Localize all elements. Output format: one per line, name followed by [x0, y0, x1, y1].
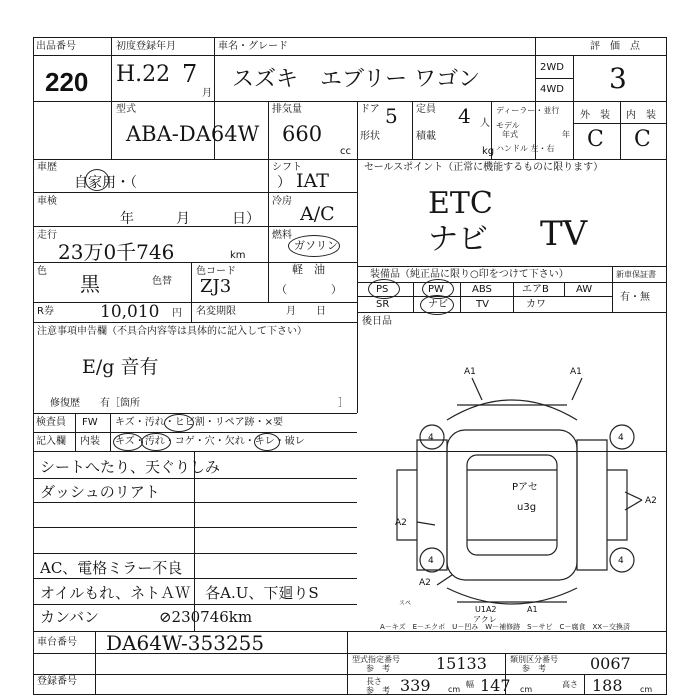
load-label: 積載: [416, 131, 436, 142]
length-unit: cm: [448, 685, 461, 694]
shape-label: 形状: [360, 131, 380, 142]
shift-value: IAT: [296, 170, 329, 192]
damage-a1-left: A1: [464, 367, 476, 377]
length-label: 長さ: [366, 677, 382, 686]
score-value: 3: [609, 62, 627, 95]
inspection-value: 年 月 日）: [120, 211, 260, 227]
color-value: 黒: [80, 272, 100, 296]
person-unit: 人: [480, 118, 490, 129]
interior-grade: C: [634, 127, 651, 152]
width-label: 幅: [466, 680, 474, 689]
first-registration-label: 初度登録年月: [116, 41, 176, 52]
legend-top: キズ・汚れ・ヒビ割・リペア跡・×要: [115, 417, 283, 428]
notes-value: E/g 音有: [82, 356, 159, 378]
equipment-navi: ナビ: [428, 299, 448, 310]
color-code-value: ZJ3: [200, 276, 232, 297]
tire-rear-right: 4: [618, 556, 624, 566]
repair-close: ］: [338, 398, 348, 409]
inspection-label: 車検: [37, 196, 57, 207]
warranty-value: 有・無: [620, 292, 650, 303]
memo-line-5: AC、電格ミラー不良: [40, 559, 183, 577]
registration-label: 登録番号: [37, 676, 77, 687]
equipment-aw: AW: [576, 284, 593, 295]
bottom-note: U1A2: [475, 605, 497, 614]
equipment-airbag: エアB: [522, 284, 549, 295]
car-damage-diagram: [357, 360, 667, 635]
roof-note-1: Pアセ: [512, 482, 538, 493]
equipment-abs: ABS: [472, 284, 492, 295]
tire-rear-left: 4: [428, 556, 434, 566]
equipment-ps: PS: [376, 284, 389, 295]
equipment-pw: PW: [428, 284, 444, 295]
equipment-tv: TV: [476, 299, 489, 310]
legend-circle-1: [164, 414, 194, 432]
score-label: 評 価 点: [590, 41, 640, 52]
door-label: ドア: [360, 104, 380, 115]
equipment-circle-navi: [420, 295, 454, 315]
height-value: 188: [592, 676, 623, 695]
name-change-value: 月 日: [286, 306, 326, 317]
color-code-label: 色コード: [196, 266, 236, 277]
damage-a2-left: A2: [395, 518, 407, 528]
fuel-paren: （ ）: [276, 283, 342, 296]
memo-line-6: オイルもれ、ネトＡＷ 各A.U、下廻りS: [40, 584, 319, 602]
legend-circle-4: [254, 433, 280, 451]
tire-front-right: 4: [618, 433, 624, 443]
chassis-value: DA64W-353255: [106, 631, 265, 655]
equipment-leather: カワ: [526, 299, 546, 310]
type-label: 型式: [116, 104, 136, 115]
mileage-label: 走行: [37, 230, 57, 241]
ac-label: 冷房: [272, 196, 292, 207]
damage-a2-right: A2: [645, 496, 657, 506]
model-year-label: モデル: [496, 121, 520, 130]
fw-label: FW: [82, 417, 98, 428]
yen-unit: 円: [172, 308, 182, 319]
equipment-title: 装備品（純正品に限り○印をつけて下さい）: [370, 269, 569, 280]
cc-unit: cc: [340, 146, 351, 157]
year-unit: 年: [562, 130, 570, 139]
roof-note-2: u3g: [517, 502, 537, 513]
class-label: 類別区分番号: [510, 655, 558, 664]
kg-unit: kg: [482, 146, 495, 157]
month-unit: 月: [202, 88, 212, 99]
fuel-label: 燃料: [272, 230, 292, 241]
diagram-legend: A－キズ E－エクボ U－凹み W－補修跡 S－サビ C－腐食 XX－交換済: [380, 623, 631, 631]
type-cert-ref: 参 考: [366, 664, 390, 673]
color-change-label: 色替: [152, 276, 172, 287]
car-name-label: 車名・グレード: [218, 41, 288, 52]
history-circle: [85, 169, 109, 191]
recycle-value: 10,010: [100, 302, 160, 322]
inspector-label: 検査員: [36, 417, 66, 428]
class-value: 0067: [590, 654, 631, 673]
bottom-note-2: アクレ: [473, 615, 497, 624]
height-label: 高さ: [562, 680, 578, 689]
warranty-title: 新車保証書: [616, 270, 656, 279]
type-value: ABA-DA64W: [126, 122, 260, 146]
width-unit: cm: [520, 685, 533, 694]
capacity-label: 定員: [416, 104, 436, 115]
sales-point-title: セールスポイント（正常に機能するものに限ります）: [364, 162, 604, 173]
length-ref: 参 考: [366, 686, 390, 695]
ac-value: A/C: [300, 203, 335, 225]
width-value: 147: [480, 676, 511, 695]
recycle-label: R券: [37, 306, 54, 317]
damage-a2-lower: A2: [419, 578, 431, 588]
type-cert-value: 15133: [436, 654, 487, 673]
shift-label: シフト: [272, 162, 302, 173]
door-value: 5: [385, 104, 398, 128]
memo-line-7: カンバン ⊘230746km: [40, 608, 253, 626]
spare-label: スペ: [399, 600, 412, 607]
exterior-label: 外 装: [580, 110, 610, 121]
mileage-value: 23万0千746: [58, 240, 175, 264]
interior-label: 内 装: [626, 110, 656, 121]
repair-label: 修復歴 有［箇所: [50, 398, 140, 409]
car-name: スズキ エブリー ワゴン: [232, 67, 481, 92]
sales-point-line2: ナビ: [428, 222, 488, 257]
first-registration-month: 7: [182, 60, 198, 88]
legend-bottom: キズ・汚れ・コゲ・穴・欠れ・キレ・破レ: [115, 436, 305, 447]
first-registration-year: H.22: [116, 62, 171, 87]
displacement-label: 排気量: [272, 104, 302, 115]
rear-seat-label: 後日品: [362, 316, 392, 327]
length-value: 339: [400, 676, 431, 695]
memo-line-2: ダッシュのリアト: [40, 483, 160, 501]
notes-title: 注意事項申告欄（不具合内容等は具体的に記入して下さい）: [37, 326, 307, 337]
name-change-label: 名変期限: [196, 306, 236, 317]
fuel-value: ガソリン: [294, 239, 338, 252]
chassis-label: 車台番号: [37, 637, 77, 648]
drive-2wd: 2WD: [540, 62, 564, 73]
tire-front-left: 4: [428, 433, 434, 443]
km-unit: km: [230, 250, 246, 261]
height-unit: cm: [640, 685, 653, 694]
legend-circle-3: [141, 433, 171, 451]
fuel-circle: [288, 235, 340, 257]
class-ref: 参 考: [522, 664, 546, 673]
fuel-alt: 軽 油: [292, 263, 325, 276]
history-label: 車歴: [37, 162, 57, 173]
type-cert-label: 型式指定番号: [352, 655, 400, 664]
capacity-value: 4: [458, 104, 471, 128]
damage-a1-right: A1: [570, 367, 582, 377]
color-label: 色: [37, 266, 47, 277]
exterior-grade: C: [587, 127, 604, 152]
lot-number: 220: [45, 67, 89, 97]
equipment-sr: SR: [376, 299, 390, 310]
displacement-value: 660: [282, 122, 323, 146]
dealer-label: ディーラー・並行: [496, 106, 560, 115]
damage-a1-bottom: A1: [527, 605, 538, 614]
handle-label: ハンドル 左・右: [496, 144, 555, 153]
lot-number-label: 出品番号: [36, 41, 76, 52]
year-label: 年式: [502, 130, 518, 139]
writer-label: 記入欄: [36, 436, 66, 447]
memo-line-1: シートへたり、天ぐりしみ: [40, 458, 221, 476]
legend-circle-2: [113, 433, 143, 451]
sales-point-line1: ETC: [428, 186, 493, 221]
interior-small-label: 内装: [80, 436, 100, 447]
history-value: 自家用・（ ）: [74, 175, 291, 191]
drive-4wd: 4WD: [540, 84, 564, 95]
equipment-circle-ps: [368, 279, 400, 299]
sales-point-line3: TV: [540, 214, 588, 254]
